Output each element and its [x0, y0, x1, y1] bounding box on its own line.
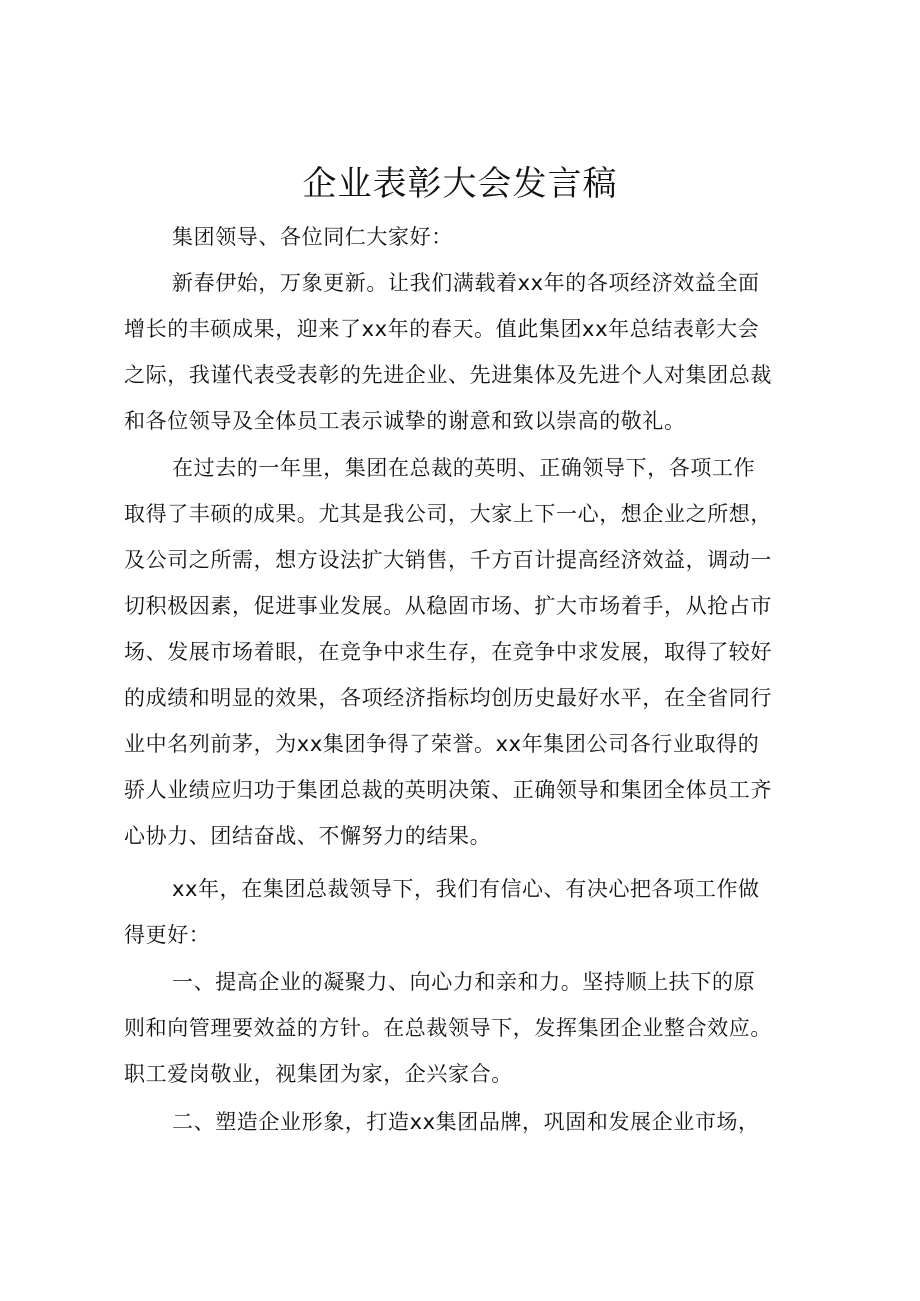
- paragraph-line: xx年，在集团总裁领导下，我们有信心、有决心把各项工作做: [172, 877, 760, 901]
- paragraph-line: 骄人业绩应归功于集团总裁的英明决策、正确领导和集团全体员工齐: [124, 778, 772, 802]
- paragraph-line: 业中名列前茅，为xx集团争得了荣誉。xx年集团公司各行业取得的: [124, 732, 760, 756]
- paragraph-line: 及公司之所需，想方设法扩大销售，千方百计提高经济效益，调动一: [124, 548, 772, 572]
- paragraph-line: 和各位领导及全体员工表示诚挚的谢意和致以崇高的敬礼。: [124, 409, 686, 433]
- paragraph-line: 则和向管理要效益的方针。在总裁领导下，发挥集团企业整合效应。: [124, 1016, 772, 1040]
- paragraph-line: 取得了丰硕的成果。尤其是我公司，大家上下一心，想企业之所想，: [124, 502, 772, 526]
- paragraph-line: 二、塑造企业形象，打造xx集团品牌，巩固和发展企业市场，: [172, 1110, 760, 1134]
- paragraph-line: 切积极因素，促进事业发展。从稳固市场、扩大市场着手，从抢占市: [124, 594, 772, 618]
- paragraph-line: 得更好：: [124, 923, 211, 947]
- paragraph-line: 一、提高企业的凝聚力、向心力和亲和力。坚持顺上扶下的原: [172, 970, 756, 994]
- paragraph-line: 增长的丰硕成果，迎来了xx年的春天。值此集团xx年总结表彰大会: [124, 317, 760, 341]
- paragraph-line: 之际，我谨代表受表彰的先进企业、先进集体及先进个人对集团总裁: [124, 363, 772, 387]
- paragraph-line: 职工爱岗敬业，视集团为家，企兴家合。: [124, 1062, 513, 1086]
- paragraph-line: 心协力、团结奋战、不懈努力的结果。: [124, 824, 492, 848]
- paragraph-line: 新春伊始，万象更新。让我们满载着xx年的各项经济效益全面: [172, 271, 760, 295]
- paragraph-line: 的成绩和明显的效果，各项经济指标均创历史最好水平，在全省同行: [124, 686, 772, 710]
- salutation-line: 集团领导、各位同仁大家好：: [172, 225, 453, 249]
- paragraph-line: 场、发展市场着眼，在竞争中求生存，在竞争中求发展，取得了较好: [124, 640, 772, 664]
- document-title: 企业表彰大会发言稿: [302, 164, 618, 204]
- paragraph-line: 在过去的一年里，集团在总裁的英明、正确领导下，各项工作: [172, 456, 756, 480]
